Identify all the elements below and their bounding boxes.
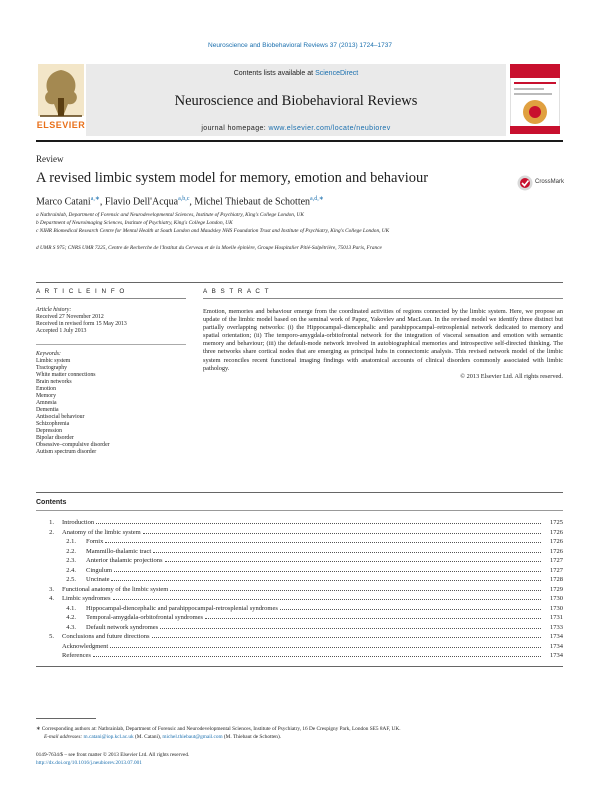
toc-page: 1728 <box>550 576 563 583</box>
toc-leader <box>105 542 541 543</box>
toc-entry[interactable] <box>36 536 563 545</box>
toc-entry[interactable] <box>36 641 563 650</box>
toc-title: Uncinate <box>86 576 110 583</box>
toc-title: Temporal-amygdala-orbitofrontal syndromes <box>86 614 204 621</box>
keyword: Depression <box>36 428 63 434</box>
contents-top-rule <box>36 492 563 493</box>
keyword: Emotion <box>36 386 56 392</box>
journal-title: Neuroscience and Biobehavioral Reviews <box>174 93 418 109</box>
toc-number: 2.3. <box>66 557 76 564</box>
toc-leader <box>113 599 541 600</box>
contents-bottom-rule <box>36 666 563 667</box>
contents-line <box>86 70 506 77</box>
contents-heading: Contents <box>36 499 67 506</box>
toc-page: 1734 <box>550 633 563 640</box>
toc-number: 4.3. <box>66 623 76 631</box>
email-link[interactable]: m.catani@iop.kcl.ac.uk <box>83 734 134 740</box>
contents-rule <box>36 510 563 511</box>
keyword: Brain networks <box>36 379 72 385</box>
toc-number: 1. <box>49 519 54 526</box>
keyword: Autism spectrum disorder <box>36 449 97 455</box>
abstract-heading: A B S T R A C T <box>203 288 270 295</box>
toc-entry[interactable] <box>36 603 563 612</box>
toc-entry[interactable] <box>36 631 563 640</box>
doi-link[interactable]: http://dx.doi.org/10.1016/j.neubiorev.2013.07.001 <box>36 760 142 766</box>
toc-entry[interactable] <box>36 517 563 526</box>
toc-leader <box>96 523 541 524</box>
toc-leader <box>153 552 541 553</box>
toc-title: Default network syndromes <box>86 623 159 631</box>
toc-title: Hippocampal-diencephalic and parahippocampal-retrosplenial syndromes <box>86 604 278 612</box>
toc-page: 1734 <box>550 652 563 659</box>
keywords-rule <box>36 344 186 345</box>
toc-entry[interactable] <box>36 612 563 621</box>
article-type: Review <box>36 154 64 164</box>
sciencedirect-link[interactable]: ScienceDirect <box>315 70 359 77</box>
email-link[interactable]: michel.thiebaut@gmail.com <box>162 734 223 740</box>
toc-title: Functional anatomy of the limbic system <box>62 585 169 593</box>
toc-leader <box>152 637 541 638</box>
keywords-label: Keywords: <box>36 351 61 357</box>
email-owner: (M. Thiebaut de Schotten). <box>222 734 282 740</box>
email-owner: (M. Catani), <box>133 734 163 740</box>
toc-page: 1729 <box>550 585 563 593</box>
abstract-text: Emotion, memories and behaviour emerge from the coordinated activities of regions connected by the limbic system. Here, we propose an update of the limbic model based on the seminal work of Papez, Yakovlev and MacLean. In the revised model we identify three distinct but partially overlapping networks: (i) the Hippocampal–diencephalic and parahippocampal–retrosplenial network dedicated to memory and spatial orientation; (ii) The temporo-amygdala-orbitofrontal network for the integration of visceral sensation and emotion with semantic memory and behaviour; (iii) the default-mode network involved in autobiographical memories and introspective self-directed thinking. The three networks share cortical nodes that are emerging as principal hubs in connectomic analysis. This revised network model of the limbic system reconciles recent functional imaging findings with anatomical accounts of clinical disorders commonly associated with limbic pathology. <box>203 308 563 372</box>
toc-leader <box>143 533 541 534</box>
toc-title: Limbic syndromes <box>62 595 111 602</box>
toc-number: 2. <box>49 528 54 536</box>
toc-page: 1733 <box>550 623 563 631</box>
toc-page: 1731 <box>550 614 563 621</box>
toc-leader <box>93 656 541 657</box>
toc-page: 1726 <box>550 538 563 545</box>
toc-title: Acknowledgment <box>62 642 109 650</box>
email-prefix: E-mail addresses: <box>44 734 84 740</box>
toc-page: 1730 <box>550 604 563 612</box>
affiliation: b Department of Neuroimaging Sciences, Institute of Psychiatry, King's College London, UK <box>36 220 233 226</box>
toc-leader <box>280 609 541 610</box>
toc-leader <box>111 580 541 581</box>
toc-page: 1727 <box>550 566 563 574</box>
history-entry: Accepted 1 July 2013 <box>36 328 87 334</box>
keyword: Limbic system <box>36 358 71 364</box>
toc-page: 1726 <box>550 547 563 555</box>
toc-page: 1727 <box>550 557 563 564</box>
toc-entry[interactable] <box>36 574 563 583</box>
elsevier-logo <box>36 62 86 134</box>
affiliation: d UMR S 975; CNRS UMR 7225, Centre de Recherche de l'Institut du Cerveau et de la Moelle épinière, Groupe Hospitalier Pitié-Salpêtrière, 75013 Paris, France <box>36 245 382 251</box>
issn-line: 0149-7634/$ – see front matter © 2013 Elsevier Ltd. All rights reserved. <box>36 752 190 758</box>
masthead-rule <box>36 140 563 142</box>
toc-leader <box>165 561 541 562</box>
section-rule <box>36 282 563 283</box>
toc-number: 3. <box>49 585 54 593</box>
toc-entry[interactable] <box>36 565 563 574</box>
toc-entry[interactable] <box>36 650 563 659</box>
toc-page: 1726 <box>550 528 563 536</box>
toc-number: 4.2. <box>66 614 76 621</box>
affiliation: c NIHR Biomedical Research Centre for Mental Health at South London and Maudsley NHS Foundation Trust and Institute of Psychiatry, King's College London, UK <box>36 228 390 234</box>
toc-number: 2.4. <box>66 566 76 574</box>
keyword: White matter connections <box>36 372 96 378</box>
keywords <box>36 351 196 456</box>
toc-entry[interactable] <box>36 555 563 564</box>
author-sup[interactable]: a,d,∗ <box>310 196 324 202</box>
toc-leader <box>170 590 541 591</box>
toc-page: 1734 <box>550 642 563 650</box>
author-list: Marco Catani$^{a,∗}$, Flavio Dell'Acqua$^{a,b,c}$, Michel Thiebaut de Schotten$^{a,d,∗}$ <box>36 196 324 208</box>
author-name: Marco Catani <box>36 196 91 208</box>
journal-homepage <box>86 125 506 132</box>
keyword: Memory <box>36 393 56 399</box>
running-head[interactable]: Neuroscience and Biobehavioral Reviews 37 (2013) 1724–1737 <box>208 42 392 49</box>
toc-page: 1725 <box>550 519 563 526</box>
toc-entry[interactable] <box>36 527 563 536</box>
keyword: Tractography <box>36 365 68 371</box>
homepage-link[interactable]: www.elsevier.com/locate/neubiorev <box>268 125 391 132</box>
toc-number: 4. <box>49 595 54 602</box>
crossmark-icon <box>517 175 533 191</box>
toc-entry[interactable] <box>36 584 563 593</box>
toc-number: 2.1. <box>66 538 76 545</box>
paper-title: A revised limbic system model for memory, emotion and behaviour <box>36 170 429 186</box>
article-info-heading: A R T I C L E I N F O <box>36 288 126 295</box>
keyword: Bipolar disorder <box>36 435 74 441</box>
toc-leader <box>160 628 541 629</box>
toc-title: Introduction <box>62 519 95 526</box>
toc-title: Mammillo-thalamic tract <box>86 547 152 555</box>
toc-number: 4.1. <box>66 604 76 612</box>
toc-number: 2.2. <box>66 547 76 555</box>
toc-number: 2.5. <box>66 576 76 583</box>
article-history <box>36 307 196 335</box>
abstract-copyright: © 2013 Elsevier Ltd. All rights reserved. <box>460 373 563 380</box>
toc-title: References <box>62 652 91 659</box>
toc-leader <box>114 571 541 572</box>
abstract-rule <box>203 298 563 299</box>
crossmark-badge[interactable] <box>517 174 567 194</box>
crossmark-label: CrossMark <box>535 179 565 185</box>
affiliation: a Natbrainlab, Department of Forensic and Neurodevelopmental Sciences, Institute of Psychiatry, King's College London, UK <box>36 212 304 218</box>
toc-title: Anatomy of the limbic system <box>62 528 141 536</box>
keyword: Schizophrenia <box>36 421 70 427</box>
author-sup[interactable]: a,∗ <box>90 196 100 202</box>
footnote-rule <box>36 718 96 719</box>
keyword: Amnesia <box>36 400 57 406</box>
journal-cover <box>510 64 560 134</box>
toc-entry[interactable] <box>36 546 563 555</box>
publisher-name: ELSEVIER <box>36 120 86 130</box>
toc-title: Conclusions and future directions <box>62 633 150 640</box>
author-name: Michel Thiebaut de Schotten <box>194 196 311 208</box>
toc-title: Fornix <box>86 538 104 545</box>
keyword: Antisocial behaviour <box>36 414 85 420</box>
info-rule <box>36 298 186 299</box>
keyword: Obsessive–compulsive disorder <box>36 442 110 448</box>
homepage-prefix: journal homepage: <box>201 125 269 132</box>
toc-number: 5. <box>49 633 54 640</box>
history-entry: Received 27 November 2012 <box>36 314 104 320</box>
toc-title: Cingulum <box>86 566 113 574</box>
contents-prefix: Contents lists available at <box>233 70 316 77</box>
toc-leader <box>205 618 541 619</box>
corresponding-author-note: ∗ Corresponding authors at: Natbrainlab, Department of Forensic and Neurodevelopmental Sciences, Institute of Psychiatry, 16 De Crespigny Park, London SE5 8AF, UK. <box>36 726 401 732</box>
toc-leader <box>110 647 541 648</box>
keyword: Dementia <box>36 407 59 413</box>
author-sup[interactable]: a,b,c <box>178 196 190 202</box>
toc-entry[interactable] <box>36 593 563 602</box>
journal-cover-icon <box>510 64 560 134</box>
history-entry: Received in revised form 15 May 2013 <box>36 321 127 327</box>
history-label: Article history: <box>36 307 72 313</box>
email-addresses <box>44 734 571 741</box>
toc-page: 1730 <box>550 595 563 602</box>
author-name: Flavio Dell'Acqua <box>104 196 179 208</box>
toc-title: Anterior thalamic projections <box>86 557 163 564</box>
toc-entry[interactable] <box>36 622 563 631</box>
